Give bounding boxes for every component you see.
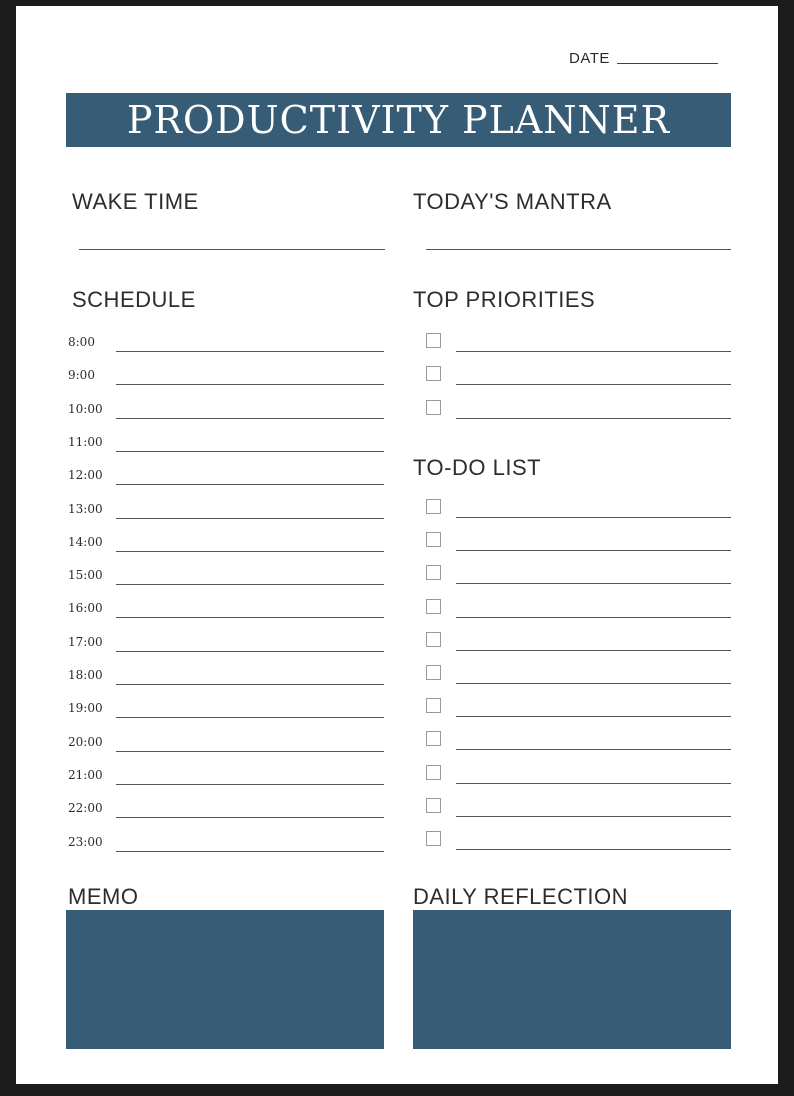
schedule-row — [68, 535, 388, 555]
schedule-time-label: 13:00 — [68, 501, 103, 516]
schedule-row — [68, 801, 388, 821]
todo-item-line[interactable] — [456, 849, 731, 850]
checkbox[interactable] — [426, 499, 441, 514]
schedule-time-label: 18:00 — [68, 668, 103, 682]
schedule-row — [68, 668, 388, 688]
checkbox[interactable] — [426, 731, 441, 746]
checkbox[interactable] — [426, 698, 441, 713]
schedule-entry-line[interactable] — [116, 651, 384, 652]
priority-item-line[interactable] — [456, 418, 731, 419]
schedule-row — [68, 735, 388, 755]
todo-item — [424, 665, 734, 685]
schedule-row — [68, 701, 388, 721]
schedule-row — [68, 502, 388, 522]
memo-box[interactable] — [66, 910, 384, 1049]
daily-reflection-heading: DAILY REFLECTION — [413, 884, 629, 909]
schedule-entry-line[interactable] — [116, 418, 384, 419]
checkbox[interactable] — [426, 765, 441, 780]
todays-mantra-heading: TODAY'S MANTRA — [413, 189, 612, 214]
checkbox[interactable] — [426, 798, 441, 813]
todo-item — [424, 532, 734, 552]
daily-reflection-box[interactable] — [413, 910, 731, 1049]
todo-list-heading: TO-DO LIST — [413, 455, 542, 480]
date-input-line[interactable] — [617, 63, 718, 64]
schedule-heading: SCHEDULE — [72, 287, 196, 312]
schedule-row — [68, 601, 388, 621]
title-banner — [66, 93, 731, 147]
schedule-entry-line[interactable] — [116, 484, 384, 485]
planner-page — [16, 6, 778, 1084]
schedule-time-label: 21:00 — [68, 767, 103, 782]
todo-item-line[interactable] — [456, 816, 731, 817]
todo-item — [424, 831, 734, 851]
top-priorities-list — [424, 333, 734, 433]
schedule-row — [68, 435, 388, 455]
schedule-time-label: 12:00 — [68, 468, 103, 483]
todo-item — [424, 632, 734, 652]
todo-item — [424, 565, 734, 585]
todo-item-line[interactable] — [456, 550, 731, 551]
todo-item — [424, 765, 734, 785]
schedule-entry-line[interactable] — [116, 518, 384, 519]
date-label: DATE — [569, 50, 610, 67]
checkbox[interactable] — [426, 665, 441, 680]
top-priorities-heading: TOP PRIORITIES — [413, 287, 596, 312]
todo-item — [424, 698, 734, 718]
priority-item-line[interactable] — [456, 351, 731, 352]
todo-item-line[interactable] — [456, 517, 731, 518]
todo-list — [424, 499, 734, 859]
schedule-time-label: 9:00 — [68, 368, 95, 383]
schedule-list — [68, 335, 388, 865]
schedule-time-label: 23:00 — [68, 834, 103, 849]
schedule-row — [68, 635, 388, 655]
checkbox[interactable] — [426, 400, 441, 415]
schedule-time-label: 10:00 — [68, 401, 103, 416]
todo-item-line[interactable] — [456, 683, 731, 684]
schedule-time-label: 17:00 — [68, 634, 103, 649]
schedule-entry-line[interactable] — [116, 784, 384, 785]
schedule-time-label: 22:00 — [68, 801, 103, 816]
schedule-entry-line[interactable] — [116, 684, 384, 685]
schedule-entry-line[interactable] — [116, 751, 384, 752]
checkbox[interactable] — [426, 532, 441, 547]
wake-time-line[interactable] — [79, 249, 385, 250]
todo-item — [424, 499, 734, 519]
checkbox[interactable] — [426, 632, 441, 647]
todo-item-line[interactable] — [456, 716, 731, 717]
schedule-entry-line[interactable] — [116, 384, 384, 385]
checkbox[interactable] — [426, 565, 441, 580]
todo-item — [424, 599, 734, 619]
todays-mantra-line[interactable] — [426, 249, 731, 250]
schedule-time-label: 14:00 — [68, 534, 103, 549]
todo-item-line[interactable] — [456, 650, 731, 651]
todo-item-line[interactable] — [456, 783, 731, 784]
checkbox[interactable] — [426, 599, 441, 614]
priority-item — [424, 400, 734, 420]
schedule-row — [68, 335, 388, 355]
schedule-time-label: 16:00 — [68, 601, 103, 616]
schedule-row — [68, 568, 388, 588]
todo-item — [424, 798, 734, 818]
schedule-time-label: 8:00 — [68, 335, 95, 349]
priority-item — [424, 366, 734, 386]
schedule-entry-line[interactable] — [116, 817, 384, 818]
todo-item-line[interactable] — [456, 617, 731, 618]
memo-heading: MEMO — [68, 884, 139, 909]
todo-item-line[interactable] — [456, 749, 731, 750]
schedule-entry-line[interactable] — [116, 617, 384, 618]
schedule-entry-line[interactable] — [116, 851, 384, 852]
checkbox[interactable] — [426, 333, 441, 348]
schedule-row — [68, 368, 388, 388]
priority-item-line[interactable] — [456, 384, 731, 385]
schedule-entry-line[interactable] — [116, 351, 384, 352]
schedule-time-label: 20:00 — [68, 734, 103, 749]
schedule-entry-line[interactable] — [116, 451, 384, 452]
checkbox[interactable] — [426, 831, 441, 846]
schedule-entry-line[interactable] — [116, 551, 384, 552]
schedule-time-label: 15:00 — [68, 568, 103, 583]
schedule-row — [68, 835, 388, 855]
schedule-row — [68, 768, 388, 788]
priority-item — [424, 333, 734, 353]
schedule-row — [68, 402, 388, 422]
page-title: PRODUCTIVITY PLANNER — [126, 98, 671, 142]
schedule-time-label: 19:00 — [68, 701, 103, 716]
schedule-row — [68, 468, 388, 488]
todo-item-line[interactable] — [456, 583, 731, 584]
checkbox[interactable] — [426, 366, 441, 381]
wake-time-heading: WAKE TIME — [72, 189, 199, 214]
todo-item — [424, 731, 734, 751]
schedule-time-label: 11:00 — [68, 434, 103, 449]
schedule-entry-line[interactable] — [116, 584, 384, 585]
schedule-entry-line[interactable] — [116, 717, 384, 718]
